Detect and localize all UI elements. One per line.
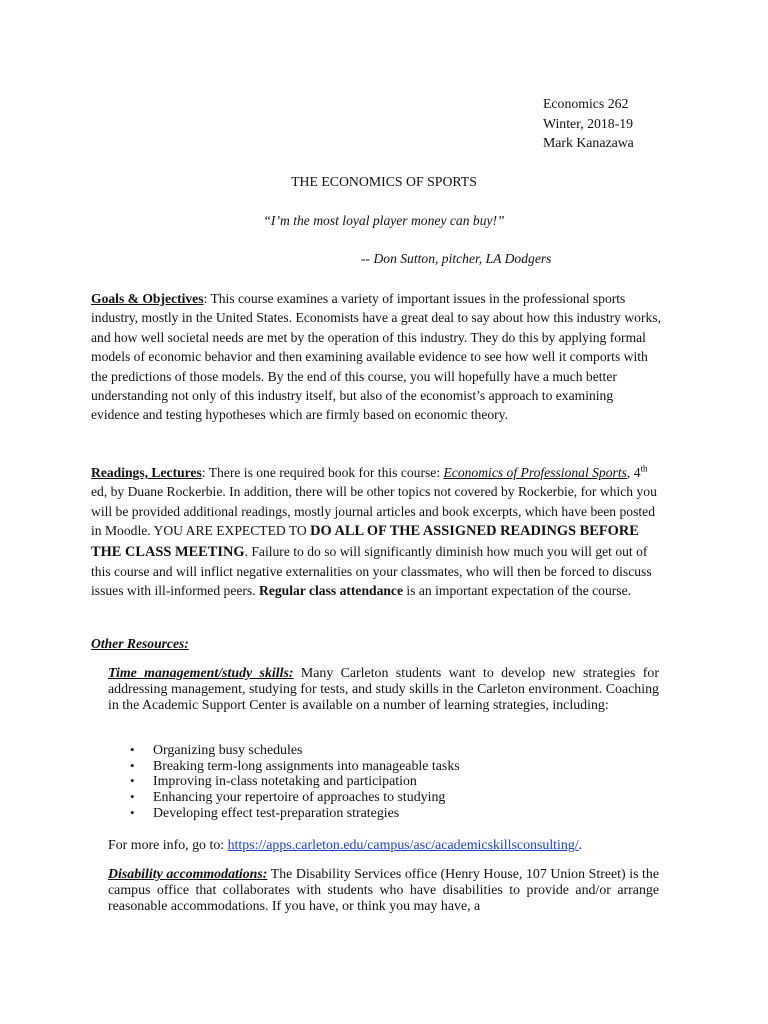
readings-text: is an important expectation of the course.	[403, 583, 632, 599]
time-management-lead: Time management/study skills:	[108, 666, 294, 681]
list-item	[130, 743, 460, 759]
course-header	[543, 94, 634, 153]
disability-lead: Disability accommodations:	[108, 867, 268, 882]
course-number: Economics 262	[543, 96, 629, 111]
attendance-emphasis: Regular class attendance	[259, 583, 403, 599]
edition-superscript: th	[640, 463, 648, 474]
readings-text: , 4	[626, 465, 641, 480]
instructor-name: Mark Kanazawa	[543, 135, 634, 150]
epigraph-attribution: -- Don Sutton, pitcher, LA Dodgers	[361, 251, 552, 266]
bullet-icon: •	[130, 773, 135, 789]
goals-body: This course examines a variety of important issues in the professional sports industry, mostly in the United States. Economists have a great deal to say about how this industry works, and how well societal needs are met by the operation of this industry. They do this by applying formal models of economic behavior and then examining available evidence to see how well it comports with the predictions of those models. By the end of this course, you will hopefully have a much better understanding not only of this industry itself, but also of the economist’s approach to examining evidence and testing hypotheses which are firmly based on economic theory.	[91, 291, 661, 423]
readings-emphasis: DO ALL OF THE ASSIGNED READINGS BEFORE THE CLASS MEETING	[91, 523, 639, 560]
academic-skills-link[interactable]: https://apps.carleton.edu/campus/asc/academicskillsconsulting/	[227, 838, 579, 853]
course-term: Winter, 2018-19	[543, 115, 634, 131]
document-title: THE ECONOMICS OF SPORTS	[291, 174, 477, 189]
goals-paragraph	[91, 289, 661, 425]
bullet-icon: •	[130, 742, 135, 757]
time-management-paragraph	[108, 666, 659, 714]
more-info-suffix: .	[578, 838, 583, 853]
readings-text: . Failure to do so will significantly diminish how much you will get out of this course and will inflict negative externalities on your classmates, who will then be forced to discuss issues with ill-informed peers.	[91, 543, 652, 599]
book-title: Economics of Professional Sports	[443, 465, 627, 480]
goals-heading: Goals & Objectives	[91, 291, 204, 306]
bullet-icon: •	[130, 804, 135, 820]
list-item	[130, 759, 460, 775]
disability-paragraph	[108, 867, 659, 915]
list-item	[130, 790, 460, 806]
readings-colon: :	[201, 465, 206, 480]
list-item-text: Improving in-class notetaking and participation	[153, 774, 417, 790]
list-item-text: Breaking term-long assignments into manageable tasks	[153, 758, 460, 774]
list-item	[130, 806, 460, 822]
bullet-icon: •	[130, 789, 135, 805]
other-resources-heading: Other Resources:	[91, 636, 189, 651]
list-item-text: Organizing busy schedules	[153, 743, 303, 758]
more-info-prefix: For more info, go to:	[108, 838, 228, 853]
list-item	[130, 774, 460, 790]
list-item-text: Developing effect test-preparation strategies	[153, 805, 400, 821]
more-info-line	[108, 836, 582, 855]
readings-text: ed, by Duane Rockerbie. In addition, there will be other topics not covered by Rockerbie, for which you will be provided additional readings, mostly journal articles and book excerpts, which have been posted in Moodle. YOU ARE EXPECTED TO	[91, 484, 657, 539]
readings-text: There is one required book for this course:	[205, 465, 444, 480]
goals-colon: :	[203, 291, 208, 306]
time-management-body: Many Carleton students want to develop new strategies for addressing management, studying for tests, and study skills in the Carleton environment. Coaching in the Academic Support Center is available on a number of learning strategies, including:	[108, 666, 659, 713]
readings-paragraph	[91, 463, 661, 601]
disability-body: The Disability Services office (Henry House, 107 Union Street) is the campus office that collaborates with students who have disabilities to provide and/or arrange reasonable accommodations. If you have, or think you may have, a	[108, 867, 659, 914]
strategies-list	[130, 743, 460, 822]
epigraph-quote: “I’m the most loyal player money can buy!”	[263, 213, 505, 228]
list-item-text: Enhancing your repertoire of approaches to studying	[153, 790, 446, 806]
readings-heading: Readings, Lectures	[91, 465, 202, 480]
bullet-icon: •	[130, 757, 135, 773]
